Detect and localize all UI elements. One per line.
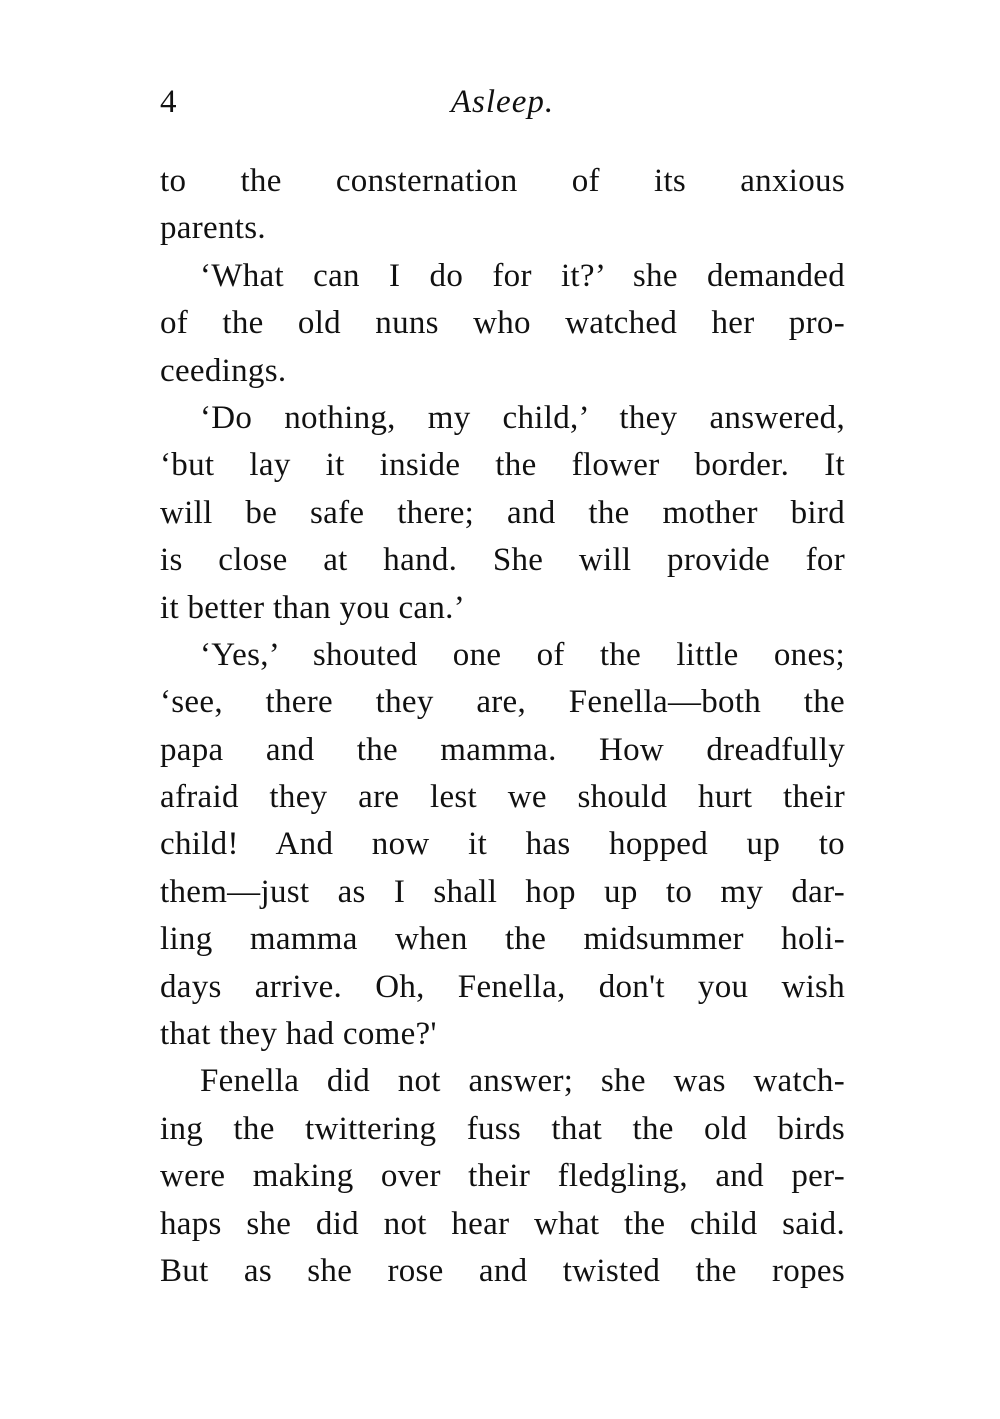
text-line: child! And now it has hopped up to [160, 826, 845, 863]
text-line: haps she did not hear what the child said. [160, 1205, 845, 1242]
text-line: parents. [160, 210, 266, 247]
text-line: ‘see, there they are, Fenella—both the [160, 684, 845, 721]
text-line: were making over their fledgling, and per- [160, 1158, 845, 1195]
text-line: of the old nuns who watched her pro- [160, 305, 845, 342]
text-line: days arrive. Oh, Fenella, don't you wish [160, 968, 845, 1005]
text-line: papa and the mamma. How dreadfully [160, 731, 845, 768]
page-number: 4 [160, 84, 177, 120]
running-title: Asleep. [450, 84, 555, 120]
text-line: ‘Yes,’ shouted one of the little ones; [200, 636, 845, 673]
text-line: them—just as I shall hop up to my dar- [160, 873, 845, 910]
text-line: it better than you can.’ [160, 589, 466, 626]
text-line: Fenella did not answer; she was watch- [200, 1063, 845, 1100]
text-line: ing the twittering fuss that the old birds [160, 1110, 845, 1147]
text-line: to the consternation of its anxious [160, 163, 845, 199]
text-line: ceedings. [160, 352, 287, 389]
text-line: ‘What can I do for it?’ she demanded [200, 257, 845, 294]
text-line: ‘but lay it inside the flower border. It [160, 447, 845, 484]
text-line: will be safe there; and the mother bird [160, 494, 845, 531]
text-line: is close at hand. She will provide for [160, 542, 845, 579]
text-line: ‘Do nothing, my child,’ they answered, [200, 399, 845, 436]
text-line: But as she rose and twisted the ropes [160, 1252, 845, 1289]
page-header [160, 82, 845, 132]
text-line: that they had come?' [160, 1016, 437, 1053]
body-text [160, 158, 845, 1295]
text-line: ling mamma when the midsummer holi- [160, 921, 845, 958]
text-line: afraid they are lest we should hurt their [160, 779, 845, 816]
